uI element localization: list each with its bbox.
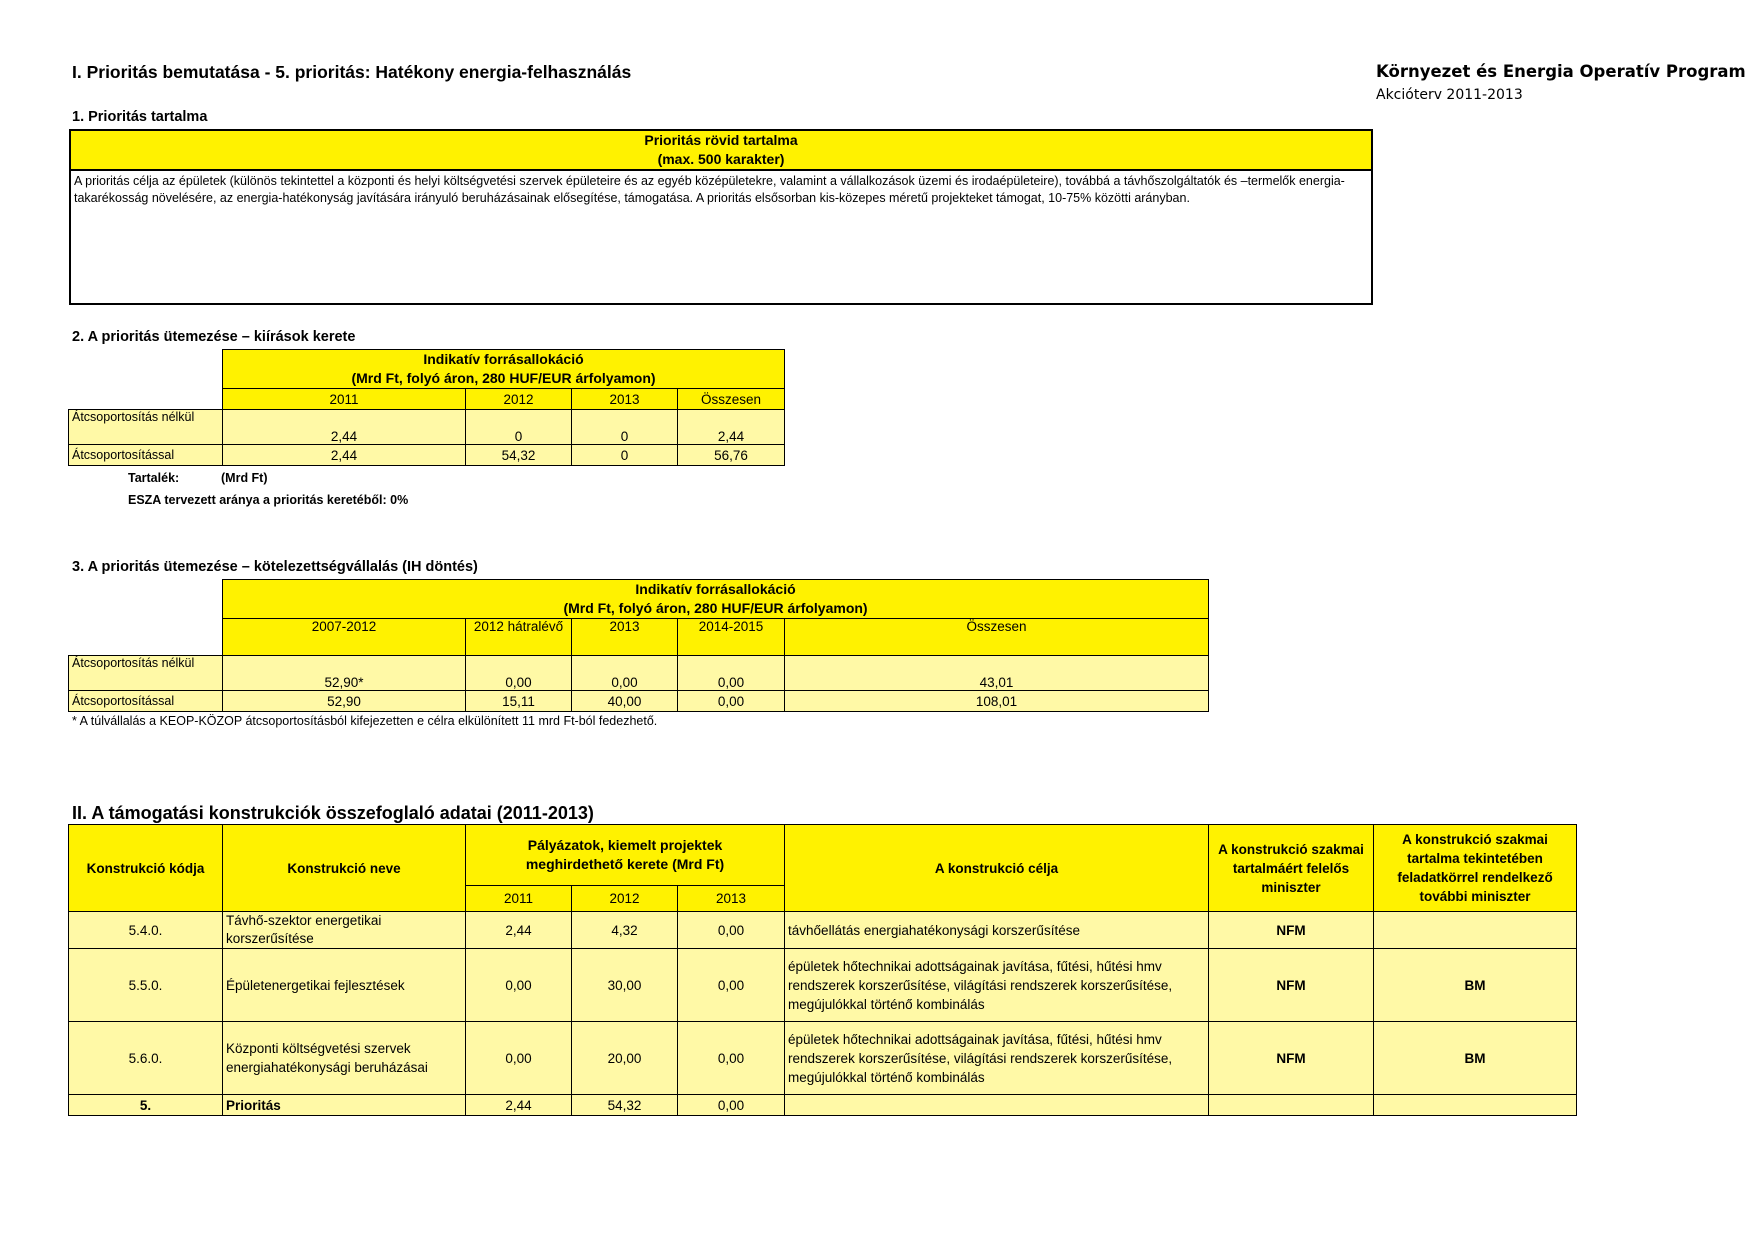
table-cell: 0 <box>572 410 678 445</box>
table-cell: 0,00 <box>678 1022 785 1095</box>
other-minister: BM <box>1374 949 1577 1022</box>
year-header: 2012 <box>572 886 678 912</box>
table-cell: 0 <box>466 410 572 445</box>
footnote: * A túlvállalás a KEOP-KÖZOP átcsoportosításból kifejezetten e célra elkülönített 11 mrd Ft-ból fedezhető. <box>72 714 658 728</box>
header-code: Konstrukció kódja <box>69 825 223 912</box>
column-header: 2012 <box>466 389 572 410</box>
column-header: 2014-2015 <box>678 619 785 656</box>
table-cell: 108,01 <box>785 691 1209 712</box>
constructions-table <box>68 824 1577 1116</box>
call-schedule-table <box>68 349 785 466</box>
priority-content-header <box>70 130 1372 170</box>
construction-name: Épületenergetikai fejlesztések <box>223 949 466 1022</box>
year-header: 2013 <box>678 886 785 912</box>
table-cell: 0,00 <box>466 1022 572 1095</box>
reserve-unit: (Mrd Ft) <box>221 471 268 485</box>
table-cell: 52,90 <box>223 691 466 712</box>
other-minister <box>1374 912 1577 949</box>
construction-goal: épületek hőtechnikai adottságainak javítása, fűtési, hűtési hmv rendszerek korszerűsítése, világítási rendszerek korszerűsítése, megújulókkal történő kombinálás <box>785 949 1209 1022</box>
section4-heading: II. A támogatási konstrukciók összefoglaló adatai (2011-2013) <box>72 803 594 823</box>
table-cell: 54,32 <box>466 445 572 466</box>
table-cell: 0,00 <box>678 691 785 712</box>
table-cell: 2,44 <box>223 410 466 445</box>
construction-code: 5.6.0. <box>69 1022 223 1095</box>
total-cell: 2,44 <box>466 1095 572 1116</box>
allocation-subtitle: (Mrd Ft, folyó áron, 280 HUF/EUR árfolyamon) <box>351 370 656 386</box>
total-cell: 0,00 <box>678 1095 785 1116</box>
responsible-minister: NFM <box>1209 949 1374 1022</box>
row-label: Átcsoportosítással <box>69 691 223 712</box>
empty-cell <box>1374 1095 1577 1116</box>
table-cell: 15,11 <box>466 691 572 712</box>
empty-cell <box>1209 1095 1374 1116</box>
priority-content-text: A prioritás célja az épületek (különös tekintettel a központi és helyi költségvetési szervek épületeire és az egyéb középületekre, valamint a vállalkozások üzemi és irodaépületeire), továbbá a távhőszolgáltatók és –termelők energia-takarékosság növelésére, az energia-hatékonyság javítására irányuló beruházásainak elősegítése, támogatása. A prioritás elsősorban kis-közepes méretű projekteket támogat, 10-75% közötti arányban. <box>70 170 1372 304</box>
table-cell: 30,00 <box>572 949 678 1022</box>
table-cell: 2,44 <box>223 445 466 466</box>
priority-content-title: Prioritás rövid tartalma <box>644 132 798 148</box>
action-plan-label: Akcióterv 2011-2013 <box>1376 87 1523 103</box>
column-header: 2013 <box>572 389 678 410</box>
construction-goal: távhőellátás energiahatékonysági korszerűsítése <box>785 912 1209 949</box>
empty-cell <box>785 1095 1209 1116</box>
section3-heading: 3. A prioritás ütemezése – kötelezettségvállalás (IH döntés) <box>72 559 478 575</box>
section1-heading: 1. Prioritás tartalma <box>72 109 208 125</box>
table-cell: 0,00 <box>466 656 572 691</box>
total-code: 5. <box>69 1095 223 1116</box>
reserve-label: Tartalék: <box>128 471 180 485</box>
section2-heading: 2. A prioritás ütemezése – kiírások kerete <box>72 329 356 345</box>
allocation-title: Indikatív forrásallokáció <box>423 351 584 367</box>
esza-note: ESZA tervezett aránya a prioritás keretéből: 0% <box>128 493 409 507</box>
header-other-minister: A konstrukció szakmai tartalma tekintetében feladatkörrel rendelkező további miniszter <box>1374 825 1577 912</box>
total-name: Prioritás <box>223 1095 466 1116</box>
table-cell: 0 <box>572 445 678 466</box>
priority-content-box <box>69 129 1373 305</box>
table-cell: 43,01 <box>785 656 1209 691</box>
table-cell: 0,00 <box>572 656 678 691</box>
table-cell: 0,00 <box>678 656 785 691</box>
table-cell: 56,76 <box>678 445 785 466</box>
header-minister: A konstrukció szakmai tartalmáért felelős miniszter <box>1209 825 1374 912</box>
column-header: Összesen <box>678 389 785 410</box>
other-minister: BM <box>1374 1022 1577 1095</box>
column-header: 2012 hátralévő <box>466 619 572 656</box>
table-cell: 4,32 <box>572 912 678 949</box>
responsible-minister: NFM <box>1209 1022 1374 1095</box>
priority-content-subtitle: (max. 500 karakter) <box>657 151 785 167</box>
header-frame: Pályázatok, kiemelt projektek meghirdethető kerete (Mrd Ft) <box>466 825 785 886</box>
construction-name: Távhő-szektor energetikai korszerűsítése <box>223 912 466 949</box>
table-cell: 2,44 <box>678 410 785 445</box>
commitment-schedule-table <box>68 579 1209 712</box>
table-cell: 2,44 <box>466 912 572 949</box>
responsible-minister: NFM <box>1209 912 1374 949</box>
total-cell: 54,32 <box>572 1095 678 1116</box>
construction-code: 5.5.0. <box>69 949 223 1022</box>
column-header: Összesen <box>785 619 1209 656</box>
table-cell: 0,00 <box>678 949 785 1022</box>
row-label: Átcsoportosítás nélkül <box>69 656 223 691</box>
allocation-header <box>223 580 1209 619</box>
table-cell: 52,90* <box>223 656 466 691</box>
table-cell: 0,00 <box>466 949 572 1022</box>
column-header: 2011 <box>223 389 466 410</box>
table-cell: 40,00 <box>572 691 678 712</box>
year-header: 2011 <box>466 886 572 912</box>
table-cell: 0,00 <box>678 912 785 949</box>
column-header: 2013 <box>572 619 678 656</box>
row-label: Átcsoportosítás nélkül <box>69 410 223 445</box>
header-goal: A konstrukció célja <box>785 825 1209 912</box>
construction-goal: épületek hőtechnikai adottságainak javítása, fűtési, hűtési hmv rendszerek korszerűsítése, világítási rendszerek korszerűsítése, megújulókkal történő kombinálás <box>785 1022 1209 1095</box>
construction-code: 5.4.0. <box>69 912 223 949</box>
table-cell: 20,00 <box>572 1022 678 1095</box>
program-name: Környezet és Energia Operatív Program <box>1376 62 1746 81</box>
page-title: I. Prioritás bemutatása - 5. prioritás: Hatékony energia-felhasználás <box>72 62 632 82</box>
allocation-header <box>223 350 785 389</box>
row-label: Átcsoportosítással <box>69 445 223 466</box>
construction-name: Központi költségvetési szervek energiahatékonysági beruházásai <box>223 1022 466 1095</box>
column-header: 2007-2012 <box>223 619 466 656</box>
header-name: Konstrukció neve <box>223 825 466 912</box>
allocation-subtitle: (Mrd Ft, folyó áron, 280 HUF/EUR árfolyamon) <box>563 600 868 616</box>
allocation-title: Indikatív forrásallokáció <box>635 581 796 597</box>
